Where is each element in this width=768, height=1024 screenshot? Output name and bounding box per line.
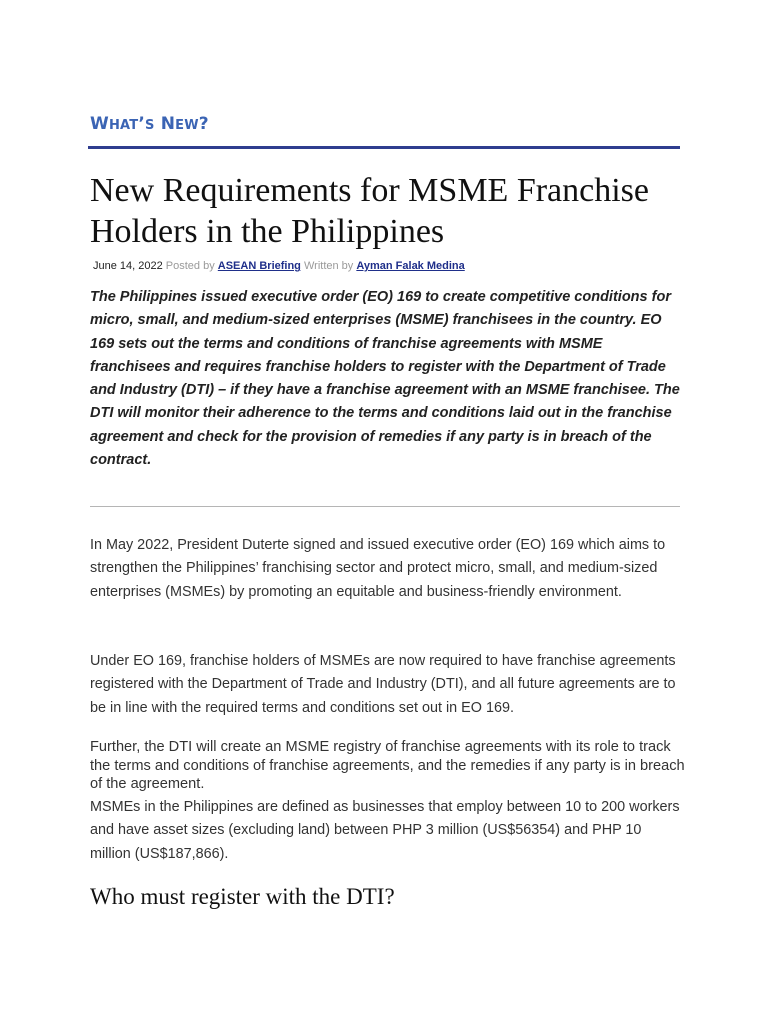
section-label-part: EW xyxy=(175,118,199,133)
author-name-link[interactable]: Ayman Falak Medina xyxy=(356,260,465,272)
article-lead: The Philippines issued executive order (EO) 169 to create competitive conditions for micro, small, and medium-sized enterprises (MSME) franchisees in the country. EO 169 sets out the terms and conditions of franchise agreements with MSME franchisees and requires franchise holders to register with the Department of Trade and Industry (DTI) – if they have a franchise agreement with an MSME franchisee. The DTI will monitor their adherence to the terms and conditions laid out in the franchise agreement and check for the provision of remedies if any party is in breach of the contract. xyxy=(90,289,680,469)
section-subheading: Who must register with the DTI? xyxy=(90,884,395,909)
body-paragraph: Under EO 169, franchise holders of MSMEs are now required to have franchise agreements registered with the Department of Trade and Industry (DTI), and all future agreements are to be in line with the required terms and conditions set out in EO 169. xyxy=(90,653,676,716)
author-org-link[interactable]: ASEAN Briefing xyxy=(217,260,301,272)
section-label-part: W xyxy=(90,114,109,134)
posted-by-label: Posted by xyxy=(165,260,215,272)
body-paragraph: In May 2022, President Duterte signed and issued executive order (EO) 169 which aims to strengthen the Philippines’ franchising sector and protect micro, small, and medium-sized enterprises (MSMEs) by promoting an equitable and business-friendly environment. xyxy=(90,537,666,600)
section-label-part: ? xyxy=(198,114,209,134)
section-label[interactable] xyxy=(90,114,209,134)
section-label-part: N xyxy=(154,114,176,134)
body-paragraph: MSMEs in the Philippines are defined as businesses that employ between 10 to 200 workers and have asset sizes (excluding land) between PHP 3 million (US$56354) and PHP 10 million (US$187,866). xyxy=(90,799,680,862)
section-label-part: HAT xyxy=(108,118,139,133)
section-label-part: ’ xyxy=(138,114,146,134)
section-label-part: S xyxy=(145,118,155,133)
article-byline xyxy=(93,260,465,272)
section-divider xyxy=(88,146,680,149)
written-by-label: Written by xyxy=(303,260,354,272)
lead-divider xyxy=(90,506,680,507)
body-paragraph: Further, the DTI will create an MSME registry of franchise agreements with its role to track the terms and conditions of franchise agreements, and the remedies if any party is in breach of the agreement. xyxy=(90,739,685,792)
article-title: New Requirements for MSME Franchise Holders in the Philippines xyxy=(90,172,650,250)
publish-date: June 14, 2022 xyxy=(93,260,163,272)
